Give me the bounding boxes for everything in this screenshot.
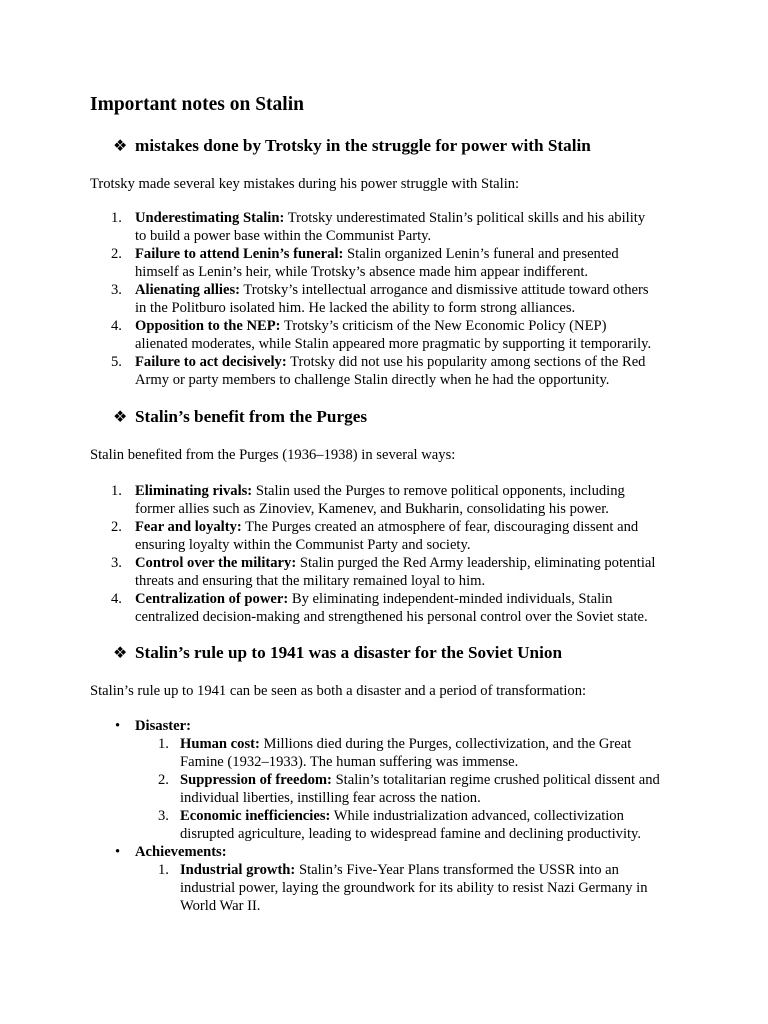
list-item: 1. Human cost: Millions died during the Purges, collectivization, and the Great Famine (1932–1933). The human suffering was immense. [158, 736, 632, 770]
list-item: 2. Suppression of freedom: Stalin’s totalitarian regime crushed political dissent and individual liberties, instilling fear across the nation. [158, 772, 660, 806]
list-item: 2. Fear and loyalty: The Purges created an atmosphere of fear, discouraging dissent and ensuring loyalty within the Communist Party and society. [111, 519, 639, 553]
list-item-disaster: • Disaster: [115, 718, 191, 734]
section-intro: Stalin’s rule up to 1941 can be seen as both a disaster and a period of transformation: [90, 683, 587, 699]
section-heading-rule-1941: ❖ Stalin’s rule up to 1941 was a disaster for the Soviet Union [113, 643, 563, 662]
list-item: 1. Industrial growth: Stalin’s Five-Year Plans transformed the USSR into an industrial power, laying the groundwork for its ability to resist Nazi Germany in World War II. [158, 862, 648, 914]
section-heading-purges: ❖ Stalin’s benefit from the Purges [113, 407, 368, 426]
list-item: 5. Failure to act decisively: Trotsky did not use his popularity among sections of the Red Army or party members to challenge Stalin directly when he had the opportunity. [111, 354, 646, 388]
bullet-dot-icon: • [115, 844, 121, 860]
list-item: 1. Underestimating Stalin: Trotsky underestimated Stalin’s political skills and his ability to build a power base within the Communist Party. [111, 210, 646, 244]
bullet-dot-icon: • [115, 718, 121, 734]
numbered-sublist-achievements [90, 861, 690, 915]
section-intro: Stalin benefited from the Purges (1936–1938) in several ways: [90, 447, 456, 463]
list-item: 2. Failure to attend Lenin’s funeral: Stalin organized Lenin’s funeral and presented himself as Lenin’s heir, while Trotsky’s absence made him appear indifferent. [111, 246, 619, 280]
list-item: 3. Economic inefficiencies: While industrialization advanced, collectivization disrupted agriculture, leading to widespread famine and declining productivity. [158, 808, 642, 842]
diamond-bullet-icon: ❖ [113, 407, 128, 426]
list-item: 3. Alienating allies: Trotsky’s intellectual arrogance and dismissive attitude toward others in the Politburo isolated him. He lacked the ability to form strong alliances. [111, 282, 649, 316]
diamond-bullet-icon: ❖ [113, 136, 128, 155]
numbered-list-trotsky [90, 209, 690, 389]
section-intro: Trotsky made several key mistakes during his power struggle with Stalin: [90, 176, 520, 192]
list-item: 4. Centralization of power: By eliminating independent-minded individuals, Stalin centralized decision-making and strengthened his personal control over the Soviet state. [111, 591, 648, 625]
numbered-sublist-disaster [90, 735, 690, 843]
diamond-bullet-icon: ❖ [113, 643, 128, 662]
list-item: 4. Opposition to the NEP: Trotsky’s criticism of the New Economic Policy (NEP) alienated moderates, while Stalin appeared more pragmatic by supporting it temporarily. [111, 318, 652, 352]
bullet-list-rule [90, 717, 690, 915]
list-item-achievements: • Achievements: [115, 844, 227, 860]
numbered-list-purges [90, 482, 690, 626]
document-title: Important notes on Stalin [90, 94, 304, 115]
list-item: 3. Control over the military: Stalin purged the Red Army leadership, eliminating potential threats and ensuring that the military remained loyal to him. [111, 555, 656, 589]
list-item: 1. Eliminating rivals: Stalin used the Purges to remove political opponents, including former allies such as Zinoviev, Kamenev, and Bukharin, consolidating his power. [111, 483, 625, 517]
section-heading-trotsky-mistakes: ❖ mistakes done by Trotsky in the struggle for power with Stalin [113, 136, 591, 155]
